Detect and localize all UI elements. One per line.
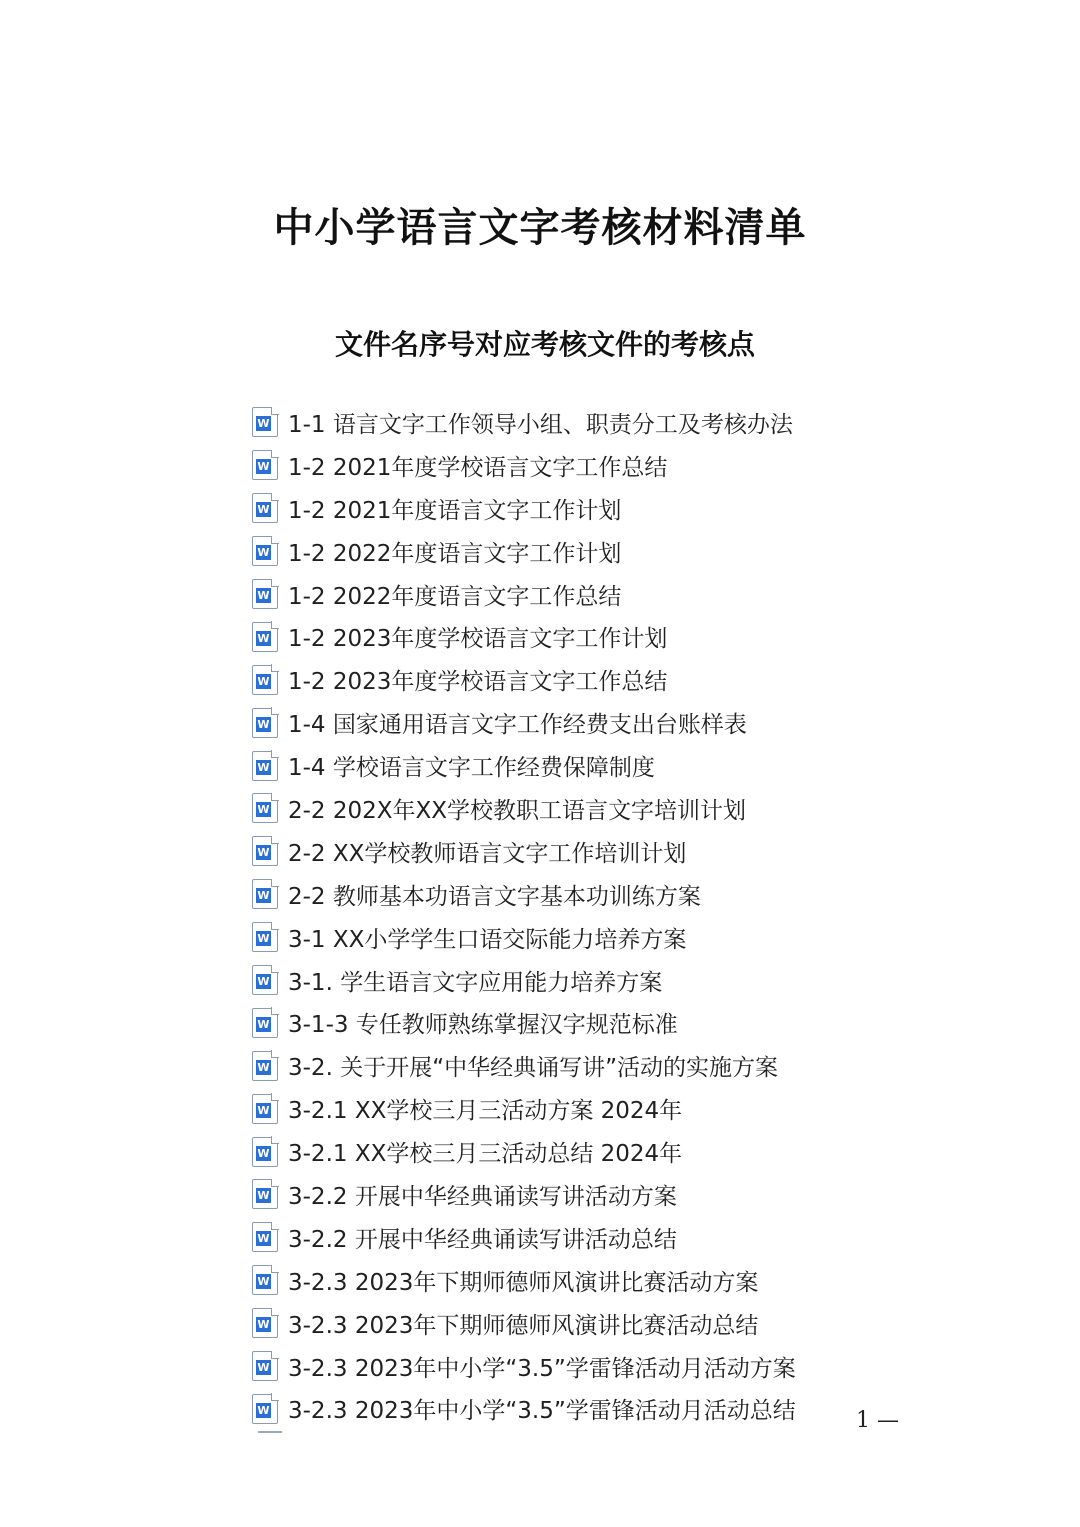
word-document-icon: W [252,708,278,738]
file-name: 3-2.2 开展中华经典诵读写讲活动方案 [288,1183,677,1210]
file-item[interactable] [252,1302,796,1345]
file-name: 2-2 XX学校教师语言文字工作培训计划 [288,840,687,867]
word-document-icon: W [252,1094,278,1124]
file-item[interactable] [252,1130,796,1173]
word-document-icon: W [252,1137,278,1167]
file-item[interactable] [252,787,796,830]
file-name: 3-2.1 XX学校三月三活动总结 2024年 [288,1141,683,1168]
file-item[interactable] [252,959,796,1002]
word-document-icon: W [252,1394,278,1424]
file-name: 1-2 2022年度语言文字工作计划 [288,540,622,567]
file-name: 1-2 2022年度语言文字工作总结 [288,583,622,610]
word-document-icon: W [252,1008,278,1038]
word-document-icon: W [252,407,278,437]
file-item[interactable] [252,444,796,487]
word-document-icon: W [252,493,278,523]
word-document-icon: W [252,1308,278,1338]
file-name: 1-2 2023年度学校语言文字工作计划 [288,626,668,653]
word-document-icon: W [252,1222,278,1252]
file-item[interactable] [252,701,796,744]
word-document-icon: W [252,793,278,823]
file-name: 3-2.3 2023年下期师德师风演讲比赛活动总结 [288,1312,759,1339]
page-title: 中小学语言文字考核材料清单 [273,204,807,251]
file-item[interactable] [252,530,796,573]
file-name: 3-2.2 开展中华经典诵读写讲活动总结 [288,1226,677,1253]
file-item[interactable] [252,487,796,530]
file-item[interactable] [252,873,796,916]
file-name: 3-2.3 2023年中小学“3.5”学雷锋活动月活动总结 [288,1398,796,1425]
file-item[interactable] [252,1387,796,1430]
word-document-icon: W [252,1051,278,1081]
file-item[interactable] [252,1216,796,1259]
word-document-icon: W [252,836,278,866]
file-item[interactable] [252,573,796,616]
file-item[interactable] [252,615,796,658]
file-item[interactable] [252,744,796,787]
word-document-icon: W [252,579,278,609]
word-document-icon: W [252,622,278,652]
file-item[interactable] [252,658,796,701]
word-document-icon: W [252,751,278,781]
word-document-icon: W [252,665,278,695]
file-item[interactable] [252,1259,796,1302]
file-name: 1-2 2023年度学校语言文字工作总结 [288,669,668,696]
word-document-icon: W [252,450,278,480]
file-list [252,401,796,1430]
word-document-icon: W [252,922,278,952]
file-name: 1-2 2021年度语言文字工作计划 [288,497,622,524]
page-number: 1 — [856,1408,899,1433]
file-name: 3-1-3 专任教师熟练掌握汉字规范标准 [288,1012,678,1039]
file-item[interactable] [252,830,796,873]
file-item[interactable] [252,1001,796,1044]
file-name: 3-2.3 2023年下期师德师风演讲比赛活动方案 [288,1269,759,1296]
file-name: 3-1. 学生语言文字应用能力培养方案 [288,969,663,996]
file-name: 1-4 国家通用语言文字工作经费支出台账样表 [288,712,747,739]
word-document-icon: W [252,536,278,566]
word-document-icon: W [252,1179,278,1209]
file-name: 3-2.3 2023年中小学“3.5”学雷锋活动月活动方案 [288,1355,796,1382]
file-item[interactable] [252,1173,796,1216]
file-name: 3-2. 关于开展“中华经典诵写讲”活动的实施方案 [288,1055,779,1082]
file-item[interactable] [252,1087,796,1130]
partial-file-icon [258,1431,282,1437]
file-item[interactable] [252,401,796,444]
file-item[interactable] [252,1044,796,1087]
file-item[interactable] [252,1345,796,1388]
file-name: 2-2 教师基本功语言文字基本功训练方案 [288,883,701,910]
file-item[interactable] [252,916,796,959]
word-document-icon: W [252,965,278,995]
file-name: 2-2 202X年XX学校教职工语言文字培训计划 [288,797,747,824]
file-name: 1-4 学校语言文字工作经费保障制度 [288,755,655,782]
word-document-icon: W [252,1351,278,1381]
word-document-icon: W [252,879,278,909]
file-name: 1-2 2021年度学校语言文字工作总结 [288,454,668,481]
file-name: 3-2.1 XX学校三月三活动方案 2024年 [288,1098,683,1125]
word-document-icon: W [252,1265,278,1295]
file-name: 3-1 XX小学学生口语交际能力培养方案 [288,926,687,953]
subtitle: 文件名序号对应考核文件的考核点 [334,328,755,361]
file-name: 1-1 语言文字工作领导小组、职责分工及考核办法 [288,411,793,438]
